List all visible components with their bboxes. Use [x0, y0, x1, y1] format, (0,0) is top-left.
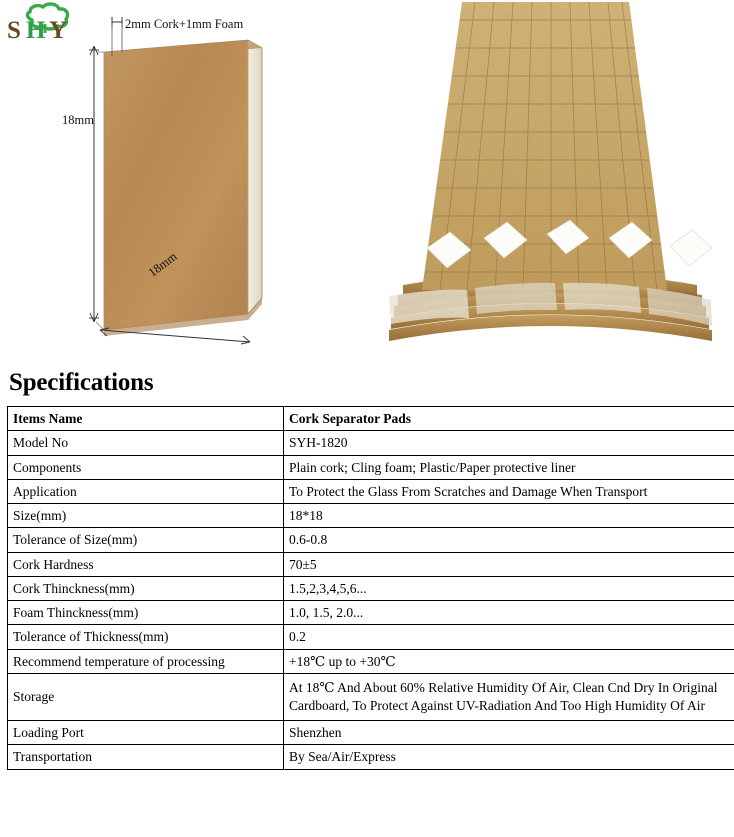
table-row [8, 745, 734, 769]
table-row [8, 479, 734, 503]
table-row [8, 721, 734, 745]
cork-front-face [104, 40, 248, 330]
row-value: Shenzhen [284, 721, 734, 745]
table-row [8, 552, 734, 576]
specifications-table [7, 406, 734, 770]
row-label: Tolerance of Thickness(mm) [8, 625, 284, 649]
logo-letter-h: H [26, 17, 46, 44]
height-dimension-line [89, 46, 104, 330]
table-row [8, 504, 734, 528]
row-label: Storage [8, 673, 284, 720]
row-value: SYH-1820 [284, 431, 734, 455]
row-label: Transportation [8, 745, 284, 769]
logo-letter-s: S [7, 17, 21, 44]
row-value: 1.0, 1.5, 2.0... [284, 601, 734, 625]
row-label: Model No [8, 431, 284, 455]
row-value: At 18℃ And About 60% Relative Humidity Of Air, Clean Cnd Dry In Original Cardboard, To Protect Against UV-Radiation And Too High Humidity Of Air [284, 673, 734, 720]
row-label: Application [8, 479, 284, 503]
stacked-pads-photo [367, 0, 734, 360]
table-row [8, 431, 734, 455]
row-value: 70±5 [284, 552, 734, 576]
row-value: 18*18 [284, 504, 734, 528]
row-label: Cork Hardness [8, 552, 284, 576]
row-label: Foam Thinckness(mm) [8, 601, 284, 625]
row-value: 0.2 [284, 625, 734, 649]
foam-layer-edge [248, 40, 262, 314]
thickness-dimension-line [112, 17, 122, 56]
row-value: By Sea/Air/Express [284, 745, 734, 769]
table-header-row [8, 407, 734, 431]
row-label: Components [8, 455, 284, 479]
row-label: Tolerance of Size(mm) [8, 528, 284, 552]
specifications-table-wrap [7, 406, 728, 770]
row-label: Recommend temperature of processing [8, 649, 284, 673]
table-row [8, 576, 734, 600]
row-label: Cork Thinckness(mm) [8, 576, 284, 600]
product-media-band [0, 0, 734, 360]
specifications-heading: Specifications [9, 369, 154, 396]
header-items-name: Items Name [8, 407, 284, 431]
table-row [8, 649, 734, 673]
table-row [8, 528, 734, 552]
table-row [8, 625, 734, 649]
row-label: Loading Port [8, 721, 284, 745]
label-thickness: 2mm Cork+1mm Foam [125, 17, 244, 31]
row-label: Size(mm) [8, 504, 284, 528]
specifications-table-body [8, 407, 734, 770]
brand-logo [4, 2, 88, 58]
logo-svg [4, 2, 88, 58]
row-value: +18℃ up to +30℃ [284, 649, 734, 673]
table-row [8, 673, 734, 720]
row-value: 1.5,2,3,4,5,6... [284, 576, 734, 600]
cork-slab [104, 40, 262, 336]
row-value: Plain cork; Cling foam; Plastic/Paper protective liner [284, 455, 734, 479]
table-row [8, 455, 734, 479]
table-row [8, 601, 734, 625]
label-height: 18mm [62, 113, 94, 127]
logo-letter-y: Y [49, 17, 68, 44]
row-value: To Protect the Glass From Scratches and Damage When Transport [284, 479, 734, 503]
label-width: 18mm [145, 249, 180, 280]
stacked-pads-svg [367, 0, 734, 360]
row-value: 0.6-0.8 [284, 528, 734, 552]
header-product-name: Cork Separator Pads [284, 407, 734, 431]
